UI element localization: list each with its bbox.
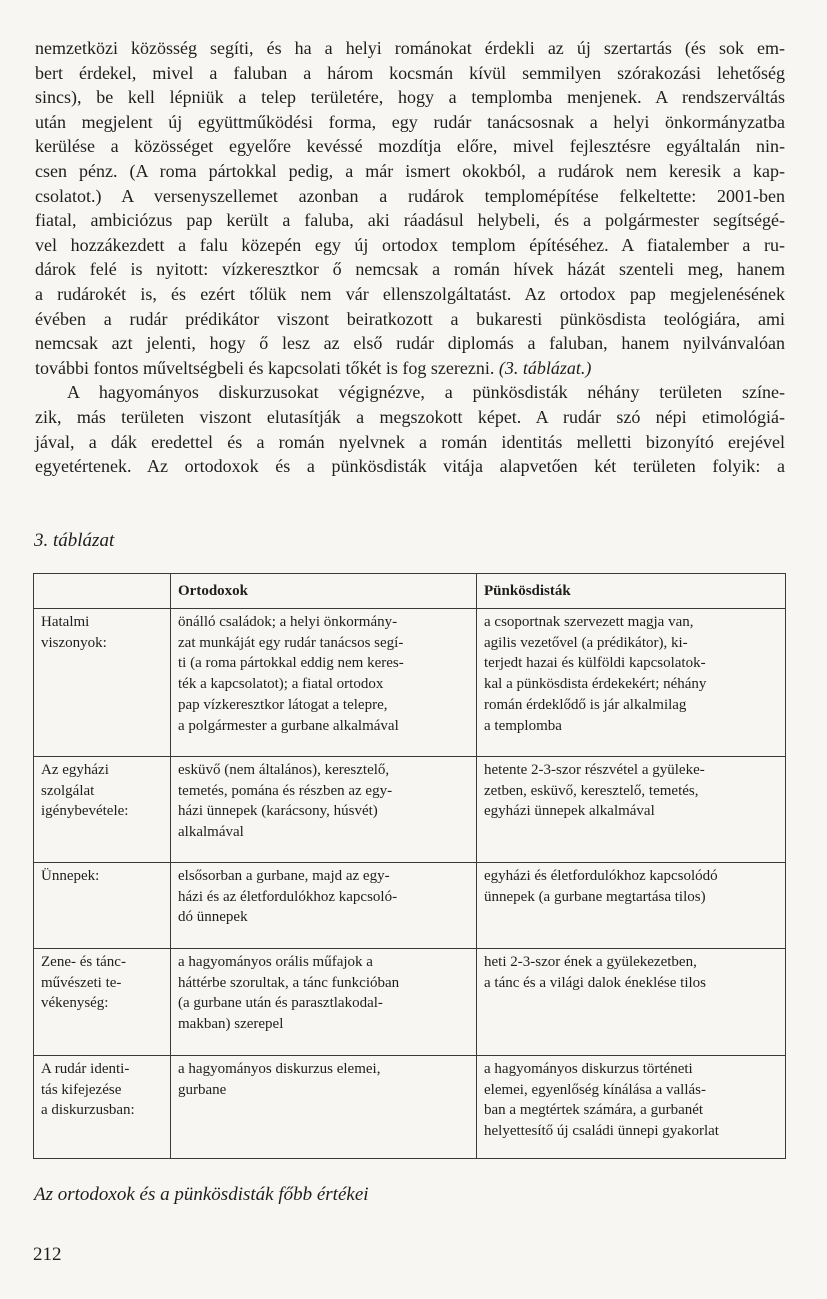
ortodox-cell xyxy=(171,608,477,756)
cell-text: pap vízkeresztkor látogat a telepre, xyxy=(178,696,388,713)
ortodox-cell xyxy=(171,756,477,862)
text-line: után megjelent új együttműködési forma, egy rudár tanácsosnak a helyi önkormányzatba xyxy=(35,111,785,132)
cell-text: elemei, egyenlőség kínálása a vallás- xyxy=(484,1081,706,1098)
ortodox-cell xyxy=(171,1055,477,1158)
cell-text: Zene- és tánc- xyxy=(41,953,126,970)
cell-text: terjedt hazai és külföldi kapcsolatok- xyxy=(484,655,706,672)
text-line: sincs), be kell lépniük a telep területére, hogy a templomba menjenek. A rendszerváltás xyxy=(35,87,785,108)
cell-text: szolgálat xyxy=(41,782,95,799)
row-label xyxy=(34,948,171,1055)
cell-text: hetente 2-3-szor részvétel a gyüleke- xyxy=(484,761,705,778)
table-reference: (3. táblázat.) xyxy=(498,357,592,378)
text-line: bert érdekel, mivel a faluban a három kocsmán kívül semmilyen szórakozási lehetőség xyxy=(35,62,785,83)
ortodox-cell xyxy=(171,948,477,1055)
text-line: csolatot.) A versenyszellemet azonban a rudárok templomépítése felkeltette: 2001-ben xyxy=(35,185,785,206)
cell-text: (a gurbane után és parasztlakodal- xyxy=(178,995,383,1012)
comparison-table xyxy=(33,573,786,1159)
cell-text: agilis vezetővel (a prédikátor), ki- xyxy=(484,634,688,651)
cell-text: háttérbe szorultak, a tánc funkcióban xyxy=(178,974,400,991)
cell-text: egyházi és életfordulókhoz kapcsolódó xyxy=(484,867,718,884)
cell-text: gurbane xyxy=(178,1081,227,1098)
text-line: vel hozzákezdett a falu közepén egy új ortodox templom építéséhez. A fiatalember a ru- xyxy=(35,234,785,255)
cell-text: helyettesítő új családi ünnepi gyakorlat xyxy=(484,1123,719,1140)
table-header-row xyxy=(34,574,786,609)
header-ortodox: Ortodoxok xyxy=(171,574,477,609)
text-line: fiatal, ambiciózus pap került a faluba, aki ráadásul helybeli, és a polgármester segítségé- xyxy=(35,210,785,231)
cell-text: zat munkáját egy rudár tanácsos segí- xyxy=(178,634,404,651)
text-line: a rudárokét is, és ezért tőlük nem vár ellenszolgáltatást. Az ortodox pap megjelenésének xyxy=(35,283,785,304)
cell-text: viszonyok: xyxy=(41,634,107,651)
cell-text: esküvő (nem általános), keresztelő, xyxy=(178,761,390,778)
cell-text: elsősorban a gurbane, majd az egy- xyxy=(178,867,390,884)
cell-text: a polgármester a gurbane alkalmával xyxy=(178,717,399,734)
cell-text: a diskurzusban: xyxy=(41,1102,135,1119)
cell-text: heti 2-3-szor ének a gyülekezetben, xyxy=(484,953,697,970)
text-line-with-reference xyxy=(35,356,785,381)
pentecostal-cell xyxy=(477,756,786,862)
cell-text: a hagyományos diskurzus történeti xyxy=(484,1060,693,1077)
cell-text: kal a pünkösdista érdekekért; néhány xyxy=(484,676,707,693)
row-label xyxy=(34,756,171,862)
text-line: jával, a dák eredettel és a román nyelvnek a román identitás melletti bizonyító erejével xyxy=(35,431,785,452)
cell-text: házi ünnepek (karácsony, húsvét) xyxy=(178,803,378,820)
text-line: nemzetközi közösség segíti, és ha a helyi románokat érdekli az új szertartás (és sok em- xyxy=(35,38,785,58)
table-title-caption: Az ortodoxok és a pünkösdisták főbb értékei xyxy=(34,1184,369,1205)
text-line: további fontos műveltségbeli és kapcsolati tőkét is fog szerezni. xyxy=(35,357,495,378)
pentecostal-cell xyxy=(477,1055,786,1158)
pentecostal-cell xyxy=(477,862,786,948)
text-line: kerülése a közösséget egyelőre kevéssé mozdítja előre, mivel fejlesztésre egyáltalán nin- xyxy=(35,136,785,157)
table-row xyxy=(34,608,786,756)
text-line: dárok felé is nyitott: vízkeresztkor ő nemcsak a román hívek házát szenteli meg, hanem xyxy=(35,259,785,280)
cell-text: tás kifejezése xyxy=(41,1081,122,1098)
row-label xyxy=(34,862,171,948)
text-line: csen pénz. (A roma pártokkal pedig, a már ismert okokból, a rudárok nem keresik a kap- xyxy=(35,160,785,181)
header-empty xyxy=(34,574,171,609)
cell-text: temetés, pomána és részben az egy- xyxy=(178,782,393,799)
table-row xyxy=(34,862,786,948)
cell-text: ban a megtértek számára, a gurbanét xyxy=(484,1102,704,1119)
table-caption: 3. táblázat xyxy=(34,530,115,551)
row-label xyxy=(34,608,171,756)
cell-text: a csoportnak szervezett magja van, xyxy=(484,613,694,630)
cell-text: önálló családok; a helyi önkormány- xyxy=(178,613,398,630)
text-line: zik, más területen viszont elutasítják a megszokott képet. A rudár szó népi etimológiá- xyxy=(35,406,785,427)
cell-text: zetben, esküvő, keresztelő, temetés, xyxy=(484,782,699,799)
cell-text: román érdeklődő is jár alkalmilag xyxy=(484,696,687,713)
cell-text: igénybevétele: xyxy=(41,803,129,820)
text-line: egyetértenek. Az ortodoxok és a pünkösdisták vitája alapvetően két területen folyik: a xyxy=(35,456,785,477)
text-line: nemcsak azt jelenti, hogy ő lesz az első rudár diplomás a faluban, hanem nyilvánvalóan xyxy=(35,333,785,354)
text-line: évében a rudár prédikátor viszont beiratkozott a bukaresti pünkösdista teológiára, ami xyxy=(35,308,785,329)
cell-text: A rudár identi- xyxy=(41,1060,130,1077)
cell-text: a templomba xyxy=(484,717,562,734)
cell-text: Hatalmi xyxy=(41,613,90,630)
cell-text: egyházi ünnepek alkalmával xyxy=(484,803,655,820)
cell-text: a hagyományos diskurzus elemei, xyxy=(178,1060,381,1077)
cell-text: alkalmával xyxy=(178,824,244,841)
cell-text: Ünnepek: xyxy=(41,867,100,884)
ortodox-cell xyxy=(171,862,477,948)
cell-text: ték a kapcsolatot); a fiatal ortodox xyxy=(178,676,384,693)
cell-text: vékenység: xyxy=(41,995,109,1012)
table-row xyxy=(34,756,786,862)
cell-text: ünnepek (a gurbane megtartása tilos) xyxy=(484,888,706,905)
text-line: A hagyományos diskurzusokat végignézve, a pünkösdisták néhány területen színe- xyxy=(67,382,785,403)
cell-text: Az egyházi xyxy=(41,761,109,778)
header-pentecostal: Pünkösdisták xyxy=(477,574,786,609)
cell-text: makban) szerepel xyxy=(178,1016,284,1033)
cell-text: ti (a roma pártokkal eddig nem keres- xyxy=(178,655,404,672)
cell-text: dó ünnepek xyxy=(178,909,248,926)
page-number: 212 xyxy=(33,1244,62,1265)
pentecostal-cell xyxy=(477,948,786,1055)
cell-text: művészeti te- xyxy=(41,974,122,991)
table-row xyxy=(34,948,786,1055)
table-row xyxy=(34,1055,786,1158)
pentecostal-cell xyxy=(477,608,786,756)
cell-text: házi és az életfordulókhoz kapcsoló- xyxy=(178,888,398,905)
cell-text: a tánc és a világi dalok éneklése tilos xyxy=(484,974,707,991)
cell-text: a hagyományos orális műfajok a xyxy=(178,953,373,970)
body-text xyxy=(35,36,785,479)
row-label xyxy=(34,1055,171,1158)
